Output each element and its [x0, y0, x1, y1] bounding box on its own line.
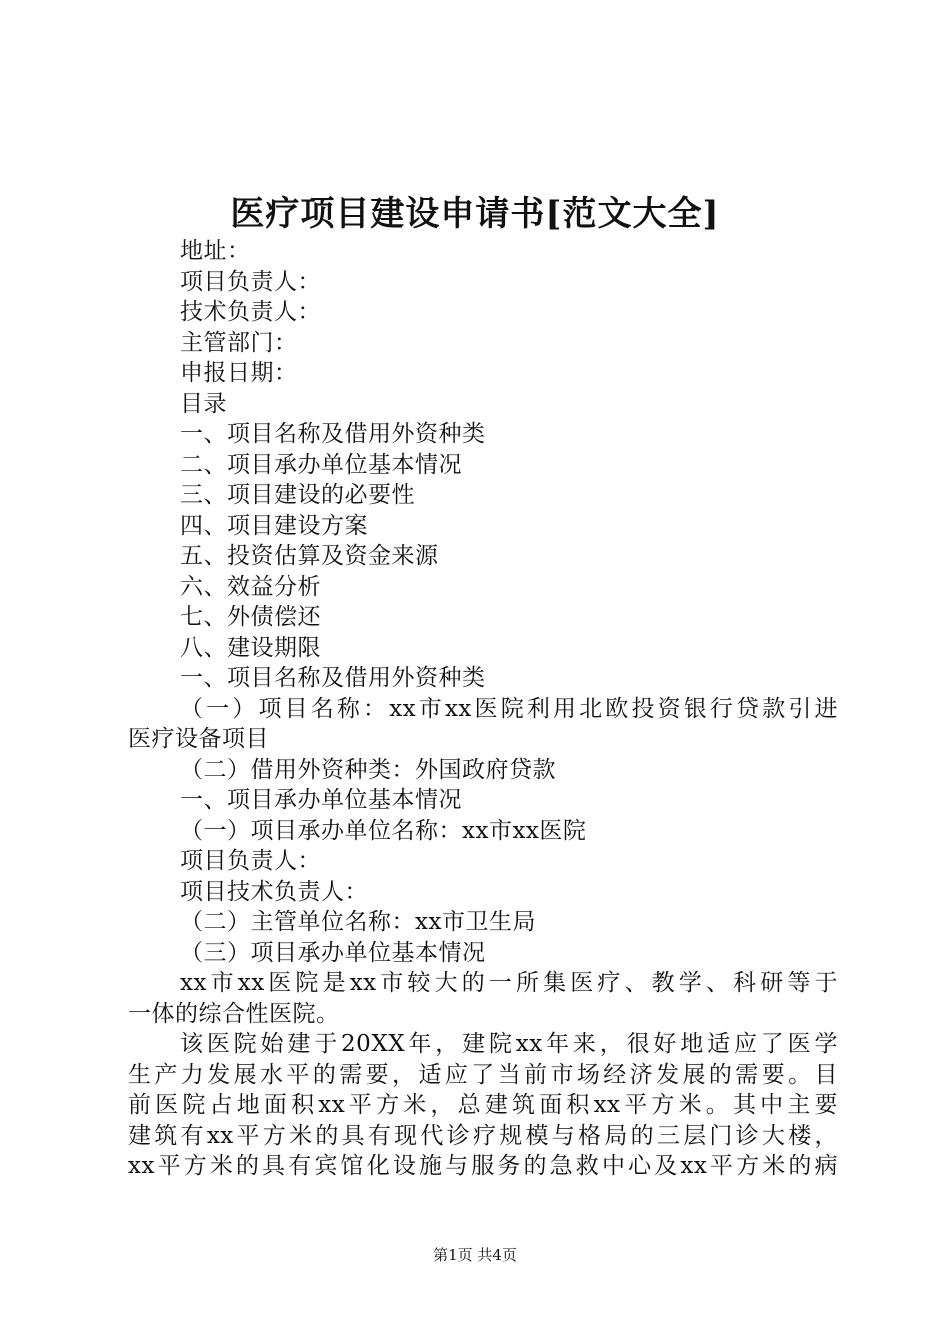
document-title: 医疗项目建设申请书[范文大全] — [230, 194, 720, 234]
body-line: （一）项目承办单位名称：xx市xx医院 — [180, 817, 587, 844]
body-line: 医疗设备项目 — [128, 726, 269, 752]
body-line: 项目技术负责人： — [180, 878, 368, 905]
body-line: （二）借用外资种类：外国政府贷款 — [180, 756, 556, 783]
body-line: 技术负责人： — [180, 299, 321, 325]
body-line: （二）主管单位名称：xx市卫生局 — [180, 909, 536, 935]
body-line: 申报日期： — [180, 360, 298, 386]
body-line: 建筑有xx平方米的具有现代诊疗规模与格局的三层门诊大楼， — [128, 1122, 838, 1149]
body-line: 项目负责人： — [180, 848, 321, 874]
body-line: 一、项目名称及借用外资种类 — [180, 665, 486, 691]
body-line: xx平方米的具有宾馆化设施与服务的急救中心及xx平方米的病 — [128, 1153, 838, 1179]
body-line: 目录 — [180, 390, 227, 417]
body-line: （一）项目名称：xx市xx医院利用北欧投资银行贷款引进 — [180, 695, 838, 722]
body-line: 一体的综合性医院。 — [128, 1000, 340, 1027]
body-line: 该医院始建于20XX年，建院xx年来，很好地适应了医学 — [180, 1031, 838, 1057]
body-line: xx市xx医院是xx市较大的一所集医疗、教学、科研等于 — [180, 970, 838, 996]
body-line: 七、外债偿还 — [180, 604, 321, 630]
body-line: 主管部门： — [180, 329, 298, 356]
body-line: 地址： — [180, 238, 251, 264]
body-line: 八、建设期限 — [180, 634, 321, 661]
body-line: 一、项目承办单位基本情况 — [180, 787, 462, 813]
body-line: 项目负责人： — [180, 268, 321, 295]
body-line: 五、投资估算及资金来源 — [180, 543, 439, 569]
body-line: 一、项目名称及借用外资种类 — [180, 421, 486, 447]
document-body — [128, 236, 838, 1182]
body-line: 生产力发展水平的需要，适应了当前市场经济发展的需要。目 — [128, 1061, 838, 1088]
body-line: 三、项目建设的必要性 — [180, 482, 415, 508]
body-line: 六、效益分析 — [180, 573, 321, 600]
body-line: 前医院占地面积xx平方米，总建筑面积xx平方米。其中主要 — [128, 1092, 838, 1118]
body-line: 二、项目承办单位基本情况 — [180, 451, 462, 478]
body-line: 四、项目建设方案 — [180, 512, 368, 539]
page-footer: 第1页 共4页 — [433, 1246, 517, 1264]
body-line: （三）项目承办单位基本情况 — [180, 939, 486, 966]
